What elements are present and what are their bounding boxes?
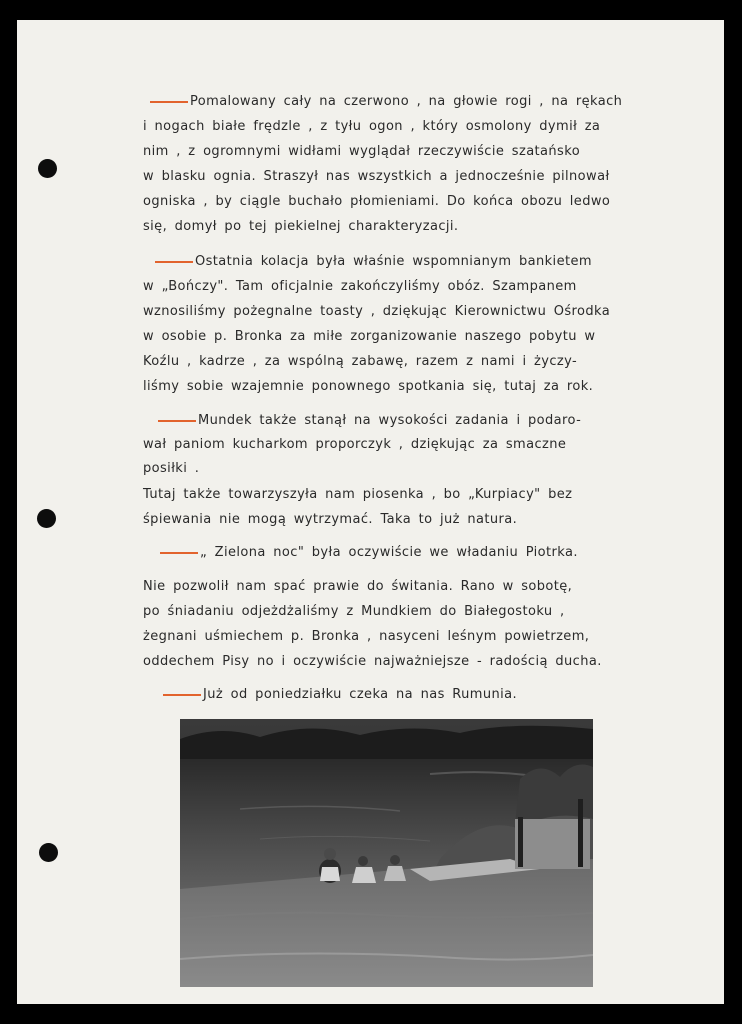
paragraph-1-line-6: się, domył po tej piekielnej charakteryzacji.	[143, 219, 459, 234]
paragraph-dash-icon	[158, 420, 196, 422]
paragraph-dash-icon	[160, 552, 198, 554]
paragraph-2-line-4: w osobie p. Bronka za miłe zorganizowanie naszego pobytu w	[143, 329, 596, 344]
paragraph-5-line-1: Już od poniedziałku czeka na nas Rumunia.	[163, 687, 517, 703]
paragraph-3-line-4: Tutaj także towarzyszyła nam piosenka , bo „Kurpiacy" bez	[143, 487, 573, 502]
paragraph-2-line-3: wznosiliśmy pożegnalne toasty , dziękując Kierownictwu Ośrodka	[143, 304, 611, 319]
river-photo	[180, 719, 593, 987]
paragraph-1-line-1: Pomalowany cały na czerwono , na głowie rogi , na rękach	[150, 94, 622, 110]
river-photo-image	[180, 719, 593, 987]
paragraph-4-line-5: oddechem Pisy no i oczywiście najważniejsze - radością ducha.	[143, 654, 602, 669]
paragraph-3-line-2: wał paniom kucharkom proporczyk , dziękując za smaczne	[143, 437, 567, 452]
paragraph-dash-icon	[155, 261, 193, 263]
paragraph-4-line-1: „ Zielona noc" była oczywiście we władaniu Piotrka.	[160, 545, 578, 561]
binder-hole-middle	[37, 509, 56, 528]
paragraph-1-line-5: ogniska , by ciągle buchało płomieniami. Do końca obozu ledwo	[143, 194, 611, 209]
paragraph-4-line-4: żegnani uśmiechem p. Bronka , nasyceni leśnym powietrzem,	[143, 629, 590, 644]
paragraph-2-line-1: Ostatnia kolacja była właśnie wspomnianym bankietem	[155, 254, 592, 270]
paragraph-2-line-5: Koźlu , kadrze , za wspólną zabawę, razem z nami i życzy-	[143, 354, 578, 369]
paragraph-3-line-5: śpiewania nie mogą wytrzymać. Taka to już natura.	[143, 512, 518, 527]
paragraph-4-line-3: po śniadaniu odjeżdżaliśmy z Mundkiem do Białegostoku ,	[143, 604, 565, 619]
paragraph-1-line-4: w blasku ognia. Straszył nas wszystkich a jednocześnie pilnował	[143, 169, 610, 184]
document-page	[17, 20, 724, 1004]
paragraph-2-line-2: w „Bończy". Tam oficjalnie zakończyliśmy obóz. Szampanem	[143, 279, 577, 294]
paragraph-1-line-2: i nogach białe frędzle , z tyłu ogon , który osmolony dymił za	[143, 119, 601, 134]
binder-hole-bottom	[39, 843, 58, 862]
paragraph-dash-icon	[150, 101, 188, 103]
paragraph-dash-icon	[163, 694, 201, 696]
binder-hole-top	[38, 159, 57, 178]
paragraph-1-line-3: nim , z ogromnymi widłami wyglądał rzeczywiście szatańsko	[143, 144, 581, 159]
paragraph-2-line-6: liśmy sobie wzajemnie ponownego spotkania się, tutaj za rok.	[143, 379, 594, 394]
paragraph-4-line-2: Nie pozwolił nam spać prawie do świtania. Rano w sobotę,	[143, 579, 573, 594]
paragraph-3-line-3: posiłki .	[143, 461, 200, 476]
paragraph-3-line-1: Mundek także stanął na wysokości zadania i podaro-	[158, 413, 581, 429]
